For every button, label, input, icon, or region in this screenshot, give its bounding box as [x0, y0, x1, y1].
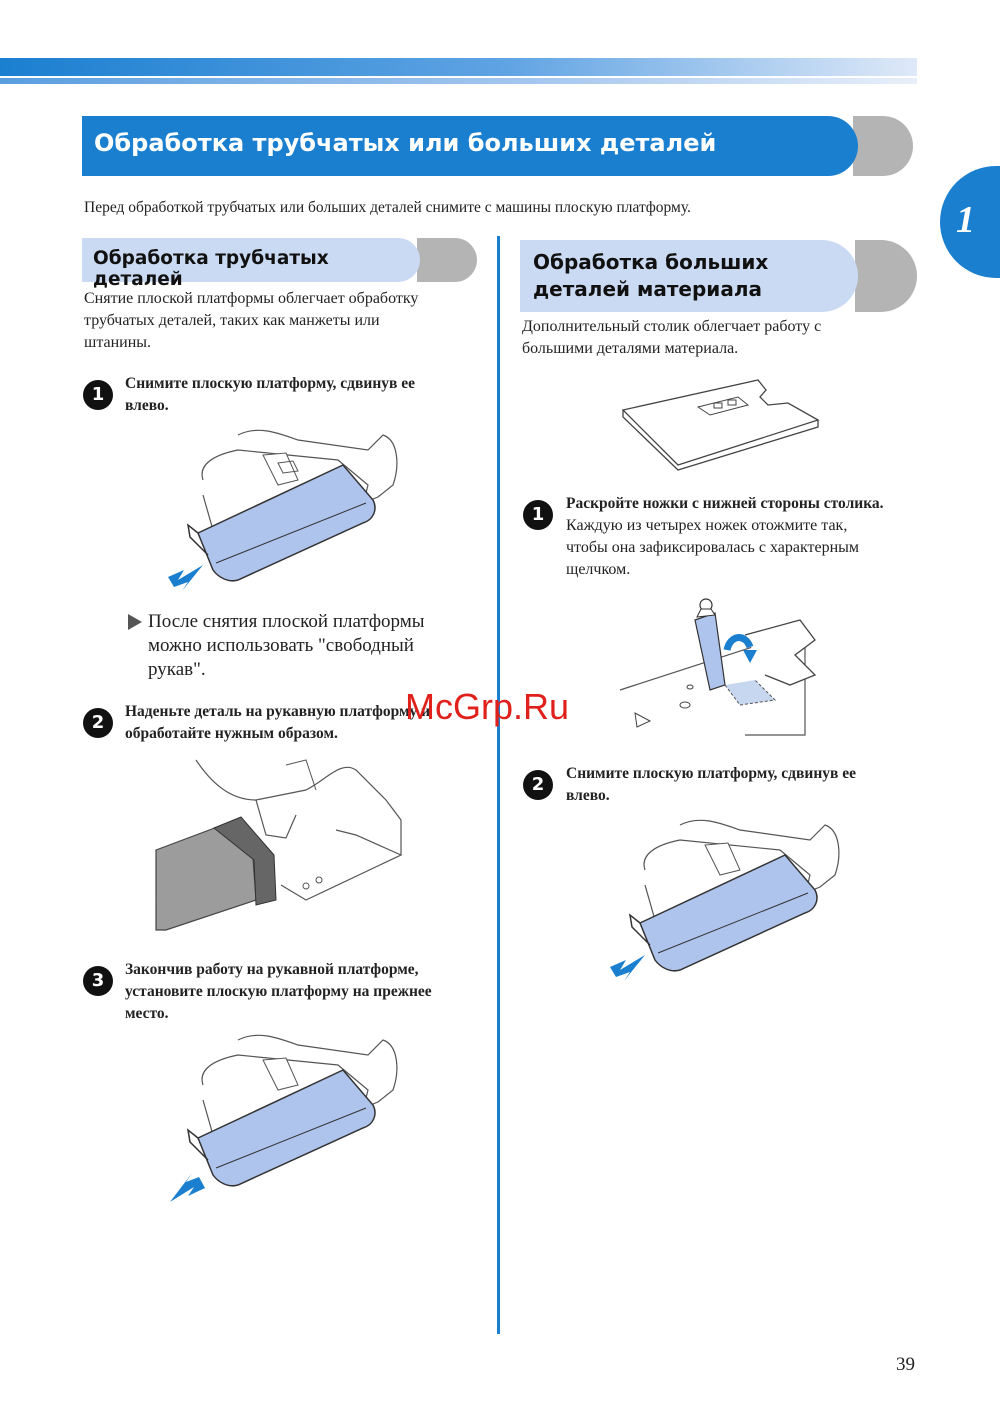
illustration-attach-platform	[168, 1030, 428, 1205]
step-2-text: Наденьте деталь на рукавную платформу и обработайте нужным образом.	[125, 703, 431, 742]
right-heading-shadow	[855, 240, 917, 312]
header-stripe-thin	[0, 78, 917, 84]
right-heading-bar	[520, 240, 858, 312]
step-1-result: После снятия плоской платформы можно использовать "свободный рукав".	[128, 610, 425, 682]
step-3-text: Закончив работу на рукавной платформе, установите плоскую платформу на прежнее место.	[125, 961, 432, 1022]
left-heading-shadow	[417, 238, 477, 282]
step-1-text: Снимите плоскую платформу, сдвинув ее влево.	[125, 375, 416, 414]
chapter-tab	[940, 166, 1000, 278]
illustration-remove-platform	[168, 425, 428, 595]
title-bar-shadow	[853, 116, 913, 176]
illustration-free-arm	[156, 760, 411, 930]
left-heading-bar	[82, 238, 420, 290]
right-heading: Обработка больших деталей материала	[533, 250, 769, 301]
right-step-1-number: 1	[523, 500, 553, 530]
watermark: McGrp.Ru	[405, 686, 570, 727]
step-1-number: 1	[83, 380, 113, 410]
right-step-2-number: 2	[523, 770, 553, 800]
column-divider	[497, 236, 500, 1334]
step-2-number: 2	[83, 708, 113, 738]
illustration-remove-platform-right	[610, 815, 870, 985]
intro-text: Перед обработкой трубчатых или больших деталей снимите с машины плоскую платформу.	[84, 199, 691, 216]
right-body: Дополнительный столик облегчает работу с большими деталями материала.	[522, 318, 822, 357]
illustration-extension-table	[618, 375, 828, 465]
header-stripe	[0, 58, 917, 76]
illustration-unfold-legs	[615, 595, 830, 745]
page-number: 39	[896, 1354, 915, 1375]
triangle-bullet-icon	[128, 614, 142, 630]
step-3-number: 3	[83, 966, 113, 996]
title-bar	[82, 116, 858, 176]
page-title: Обработка трубчатых или больших деталей	[94, 129, 717, 157]
chapter-number: 1	[956, 199, 975, 241]
left-body: Снятие плоской платформы облегчает обработку трубчатых деталей, таких как манжеты или штанины.	[84, 290, 419, 351]
right-step-1-text: Раскройте ножки с нижней стороны столика. Каждую из четырех ножек отожмите так, чтобы она зафиксировалась с характерным щелчком.	[566, 495, 884, 578]
left-heading: Обработка трубчатых деталей	[93, 248, 329, 290]
right-step-2-text: Снимите плоскую платформу, сдвинув ее влево.	[566, 765, 857, 804]
